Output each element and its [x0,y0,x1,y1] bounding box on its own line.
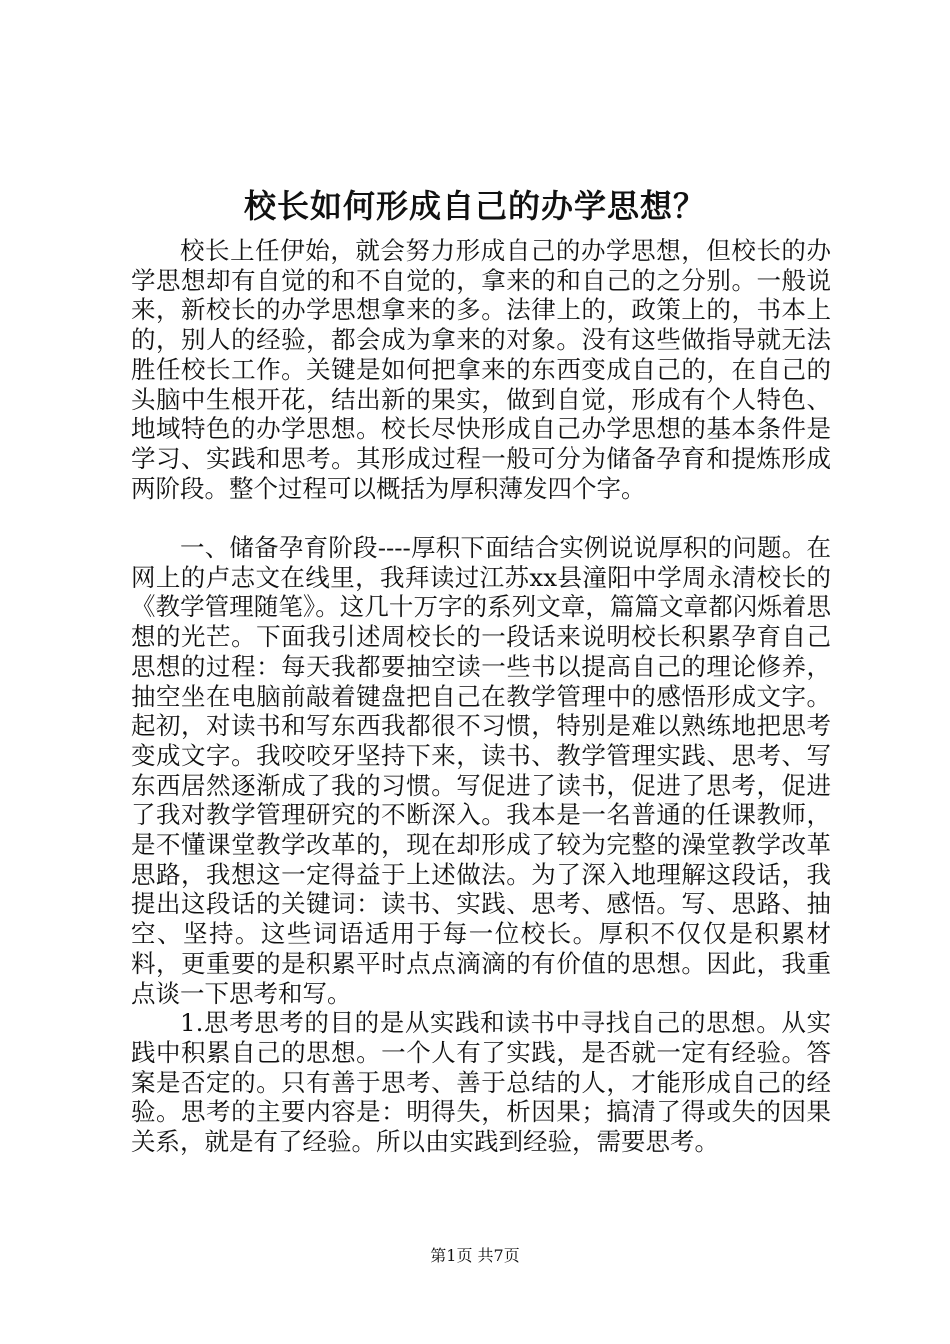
document-title: 校长如何形成自己的办学思想？ [243,187,706,225]
document-body [131,236,831,1157]
paragraph-section-one: 一、储备孕育阶段----厚积下面结合实例说说厚积的问题。在网上的卢志文在线里，我拜读过江苏xx县潼阳中学周永清校长的《教学管理随笔》。这几十万字的系列文章，篇篇文章都闪烁着思想的光芒。下面我引述周校长的一段话来说明校长积累孕育自己思想的过程：每天我都要抽空读一些书以提高自己的理论修养，抽空坐在电脑前敲着键盘把自己在教学管理中的感悟形成文字。起初，对读书和写东西我都很不习惯，特别是难以熟练地把思考变成文字。我咬咬牙坚持下来，读书、教学管理实践、思考、写东西居然逐渐成了我的习惯。写促进了读书，促进了思考，促进了我对教学管理研究的不断深入。我本是一名普通的任课教师，是不懂课堂教学改革的，现在却形成了较为完整的澡堂教学改革思路，我想这一定得益于上述做法。为了深入地理解这段话，我提出这段话的关键词：读书、实践、思考、感悟。写、思路、抽空、坚持。这些词语适用于每一位校长。厚积不仅仅是积累材料，更重要的是积累平时点点滴滴的有价值的思想。因此，我重点谈一下思考和写。 [131,533,831,1008]
page-number: 第1页 共7页 [430,1246,520,1265]
paragraph-intro: 校长上任伊始，就会努力形成自己的办学思想，但校长的办学思想却有自觉的和不自觉的，拿来的和自己的之分别。一般说来，新校长的办学思想拿来的多。法律上的，政策上的，书本上的，别人的经验，都会成为拿来的对象。没有这些做指导就无法胜任校长工作。关键是如何把拿来的东西变成自己的，在自己的头脑中生根开花，结出新的果实，做到自觉，形成有个人特色、地域特色的办学思想。校长尽快形成自己办学思想的基本条件是学习、实践和思考。其形成过程一般可分为储备孕育和提炼形成两阶段。整个过程可以概括为厚积薄发四个字。 [131,236,831,503]
paragraph-thinking: 1.思考思考的目的是从实践和读书中寻找自己的思想。从实践中积累自己的思想。一个人有了实践，是否就一定有经验。答案是否定的。只有善于思考、善于总结的人，才能形成自己的经验。思考的主要内容是：明得失，析因果；搞清了得或失的因果关系，就是有了经验。所以由实践到经验，需要思考。 [131,1008,831,1157]
